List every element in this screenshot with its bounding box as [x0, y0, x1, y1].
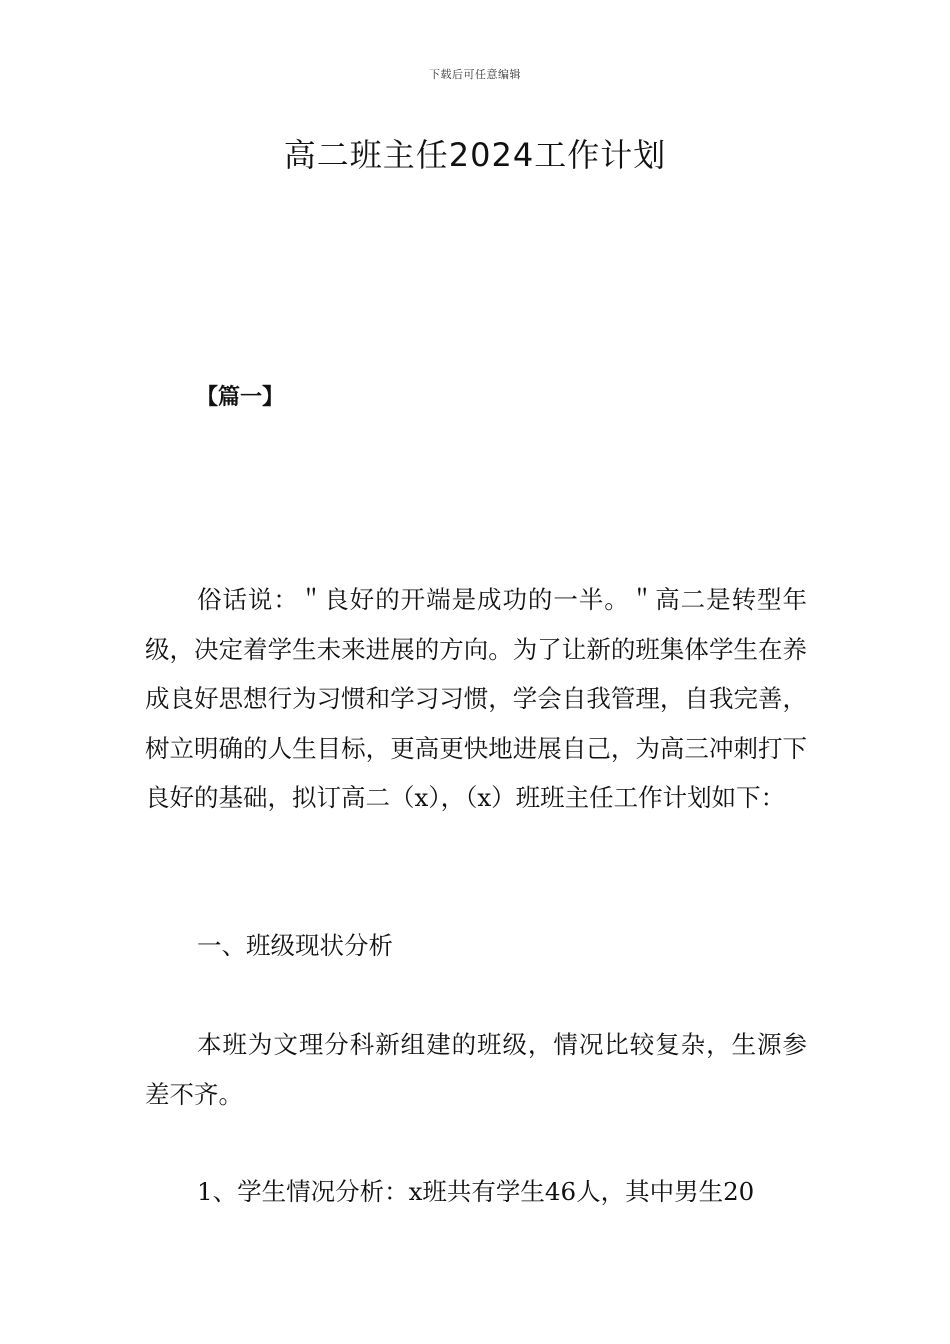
section-heading-class-analysis: 一、班级现状分析 — [197, 931, 393, 960]
paragraph-intro: 俗话说：＂良好的开端是成功的一半。＂高二是转型年级，决定着学生未来进展的方向。为了让新的班集体学生在养成良好思想行为习惯和学习习惯，学会自我管理，自我完善，树立明确的人生目标，更高更快地进展自己，为高三冲刺打下良好的基础，拟订高二（x），（x）班班主任工作计划如下： — [145, 585, 807, 812]
paragraph-class-status: 本班为文理分科新组建的班级，情况比较复杂，生源参差不齐。 — [145, 1030, 807, 1109]
header-note: 下载后可任意编辑 — [429, 68, 521, 81]
paragraph-student-analysis: 1、学生情况分析：x班共有学生46人，其中男生20 — [197, 1177, 755, 1206]
section-label: 【篇一】 — [196, 385, 285, 410]
document-title: 高二班主任2024工作计划 — [283, 136, 667, 174]
